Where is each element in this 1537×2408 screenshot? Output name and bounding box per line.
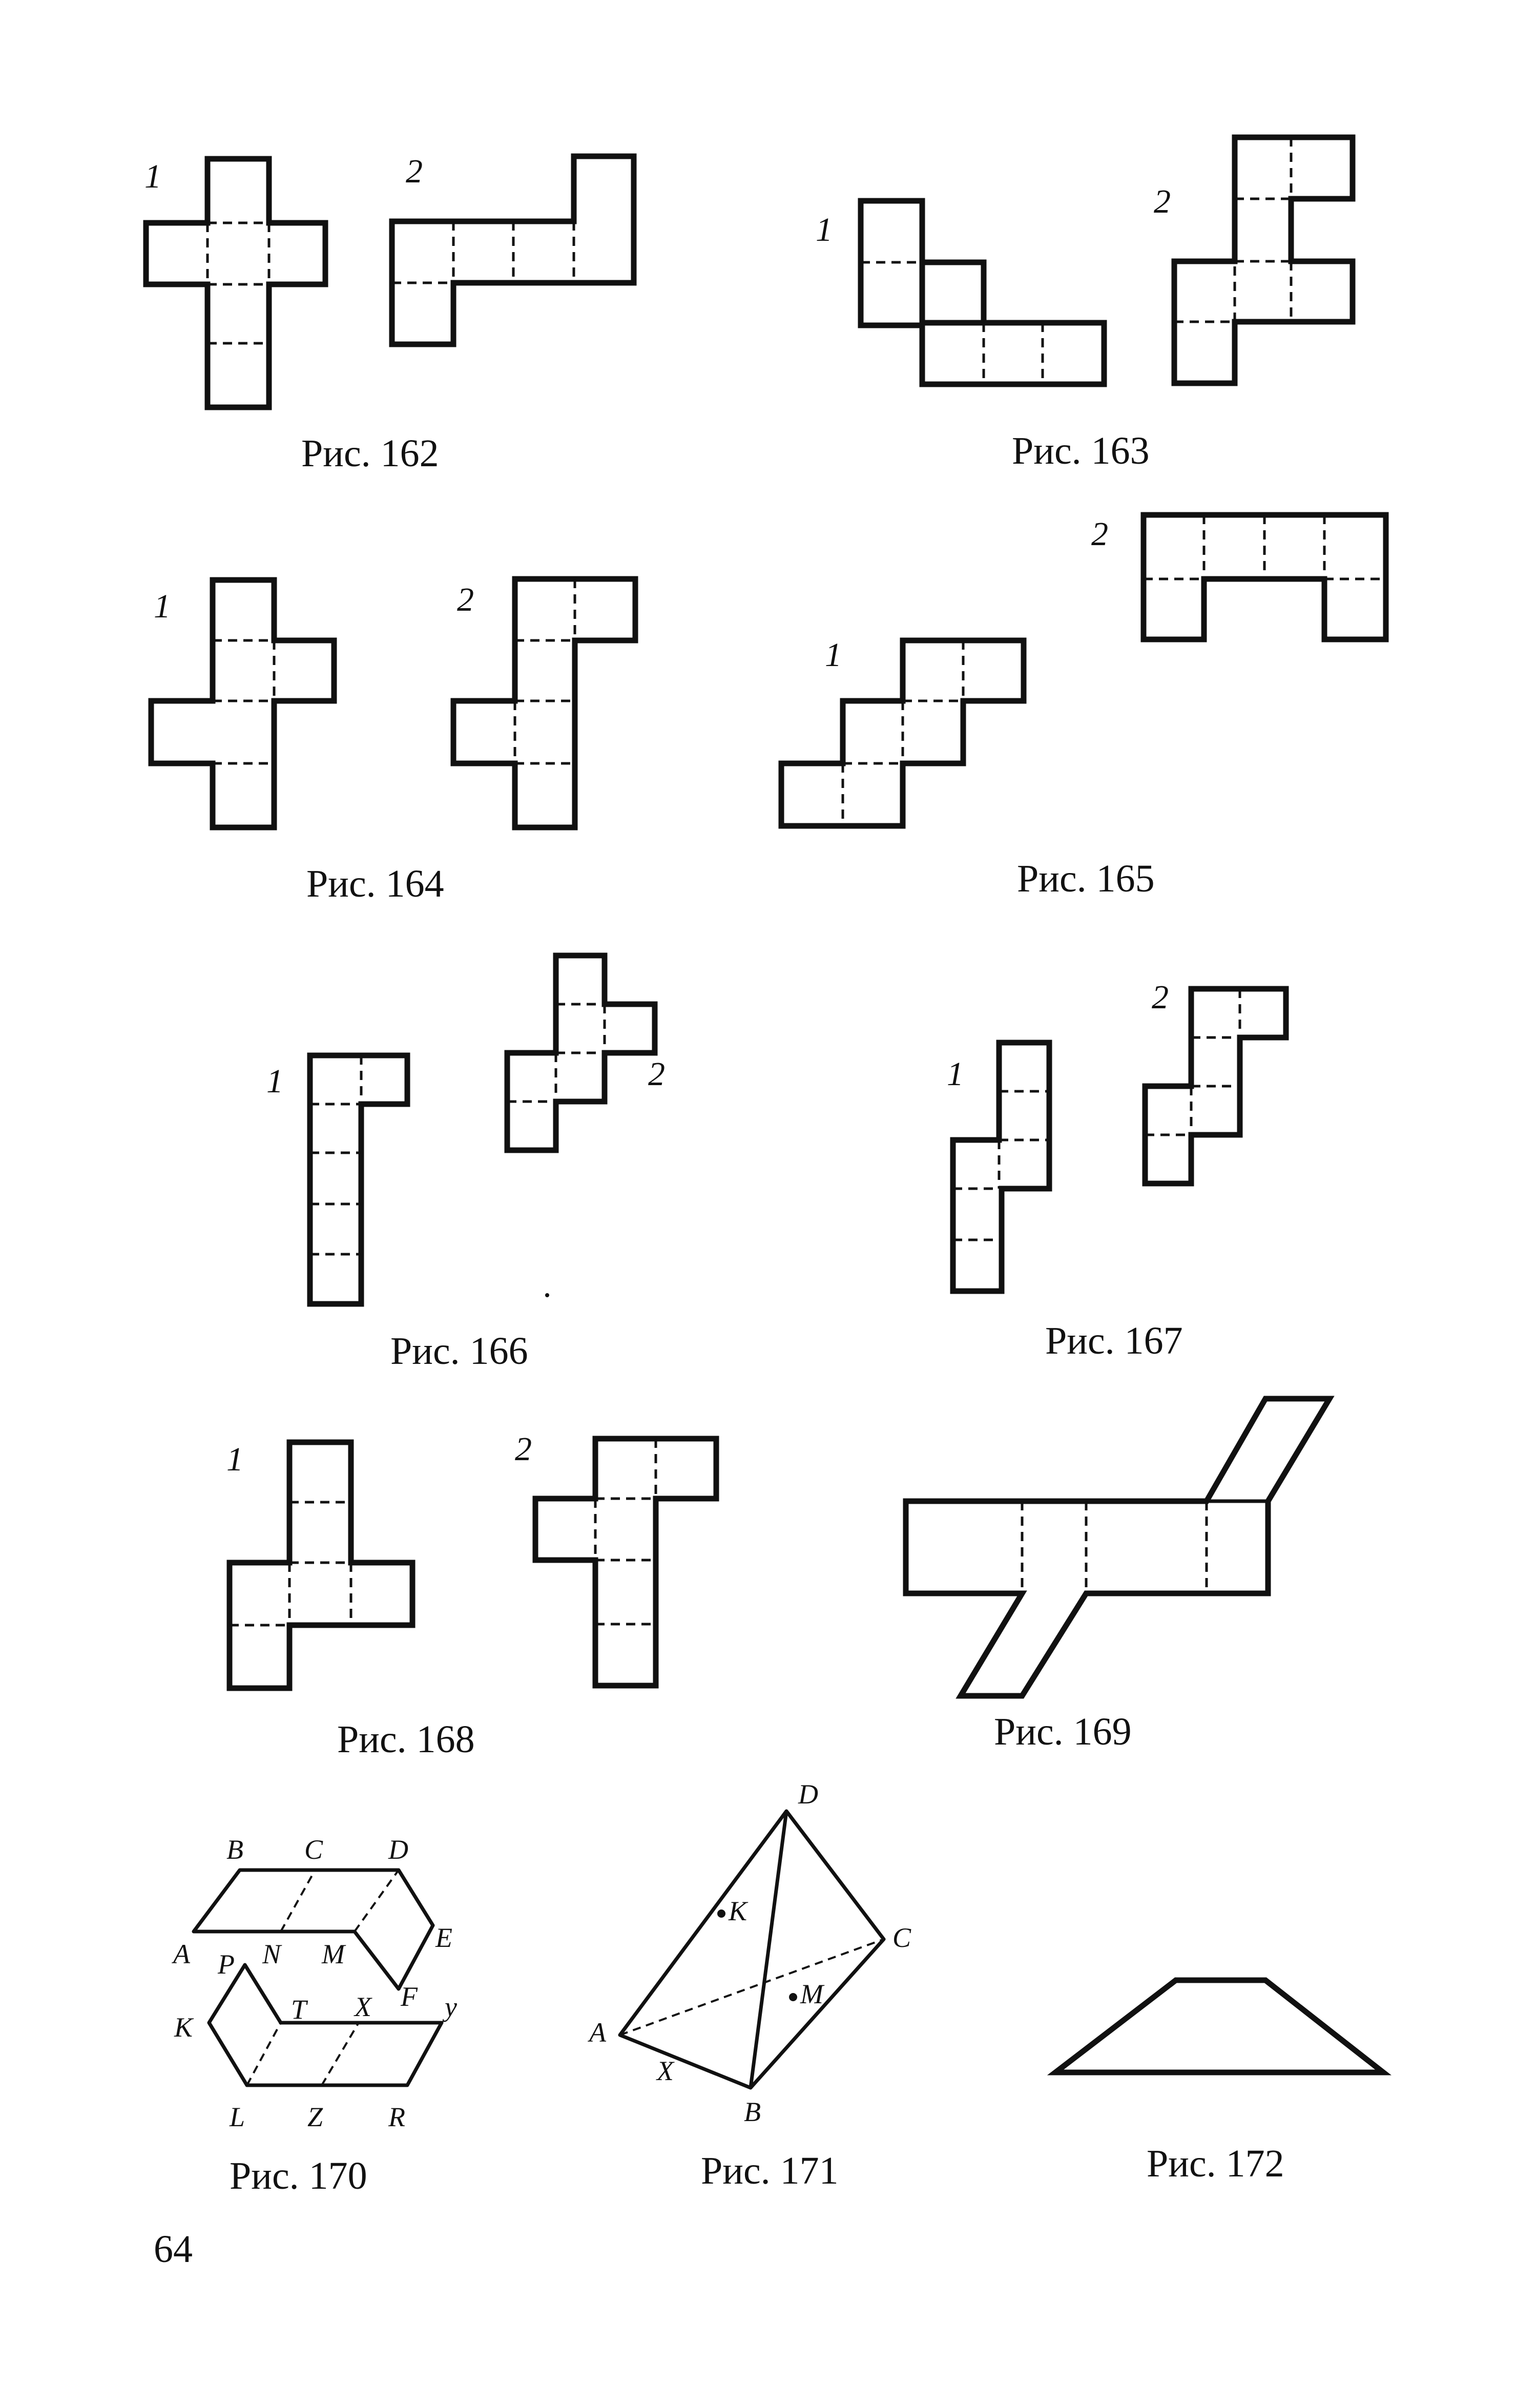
fig167-caption: Рис. 167 [1045,1319,1183,1362]
fig168-label-1: 1 [226,1441,243,1478]
fig171-point-K-dot [717,1909,725,1918]
fig163-net-1 [861,201,1104,384]
fig165-net-2 [1144,515,1386,639]
fig169-prism-net [906,1399,1330,1696]
fig164-caption: Рис. 164 [306,862,444,905]
fig168-caption: Рис. 168 [337,1718,475,1761]
fig164-net-2 [453,579,635,827]
fig172-trapezoid [1055,1980,1383,2072]
figure-164 [151,579,635,905]
fig171-point-B: B [744,2096,761,2127]
fig163-label-1: 1 [816,211,833,248]
fig167-net-2 [1145,989,1286,1184]
fig170-point-Y: y [445,1991,457,2022]
fig168-label-2: 2 [515,1430,532,1468]
fig169-caption: Рис. 169 [994,1710,1132,1753]
fig170-point-L: L [230,2102,245,2132]
fig163-label-2: 2 [1154,183,1171,220]
figure-165 [781,515,1386,900]
fig171-point-D: D [798,1779,818,1810]
fig170-point-T: T [291,1994,307,2025]
fig168-net-2 [535,1439,716,1686]
fig170-point-K: K [174,2012,193,2043]
fig165-label-2: 2 [1091,515,1108,553]
fig165-label-1: 1 [825,636,842,674]
fig163-net-2 [1174,137,1353,383]
fig168-net-1 [230,1442,412,1688]
figure-170 [172,1834,457,2197]
fig171-point-M-dot [789,1993,797,2001]
fig170-point-B: B [226,1834,243,1865]
fig170-point-R: R [388,2102,405,2132]
fig162-label-1: 1 [144,158,161,195]
figure-166 [266,956,665,1373]
fig163-caption: Рис. 163 [1012,429,1150,472]
fig162-net-1 [146,159,325,407]
fig167-label-1: 1 [947,1055,964,1093]
fig166-caption: Рис. 166 [390,1330,528,1373]
fig167-net-1 [953,1043,1049,1291]
fig171-point-C: C [892,1922,911,1953]
fig171-point-A: A [589,2017,606,2048]
fig166-net-2 [507,956,655,1150]
fig170-point-N: N [262,1939,281,1969]
fig170-point-M: M [322,1939,345,1969]
fig170-point-D: D [388,1834,408,1865]
fig164-label-1: 1 [154,588,171,625]
figure-172 [1055,1980,1383,2185]
page-number: 64 [154,2228,193,2271]
stray-dot [545,1293,549,1297]
fig165-caption: Рис. 165 [1017,857,1155,900]
fig166-label-1: 1 [266,1063,283,1100]
fig170-point-Z: Z [307,2102,323,2132]
fig171-point-X: X [657,2056,674,2086]
fig167-label-2: 2 [1152,979,1169,1016]
fig162-net-2 [392,156,634,344]
fig170-point-P: P [218,1949,235,1980]
fig166-label-2: 2 [648,1055,665,1093]
fig166-net-1 [310,1055,407,1304]
figure-169 [906,1399,1330,1753]
figure-167 [947,979,1286,1362]
fig162-label-2: 2 [406,153,423,190]
figure-168 [226,1430,716,1761]
fig170-point-F: F [401,1981,418,2012]
fig164-label-2: 2 [457,581,474,618]
fig162-caption: Рис. 162 [301,432,439,475]
fig170-point-E: E [435,1922,452,1953]
figure-162 [144,153,634,475]
fig171-caption: Рис. 171 [701,2149,839,2192]
fig165-net-1 [781,640,1024,826]
fig171-point-K: K [729,1896,747,1926]
fig170-point-A: A [173,1939,190,1969]
figure-163 [816,137,1353,472]
fig171-point-M: M [800,1979,823,2009]
fig170-point-C: C [304,1834,323,1865]
fig170-caption: Рис. 170 [230,2154,367,2197]
fig172-caption: Рис. 172 [1147,2142,1284,2185]
figure-171 [588,1779,911,2192]
fig170-point-X: X [355,1991,371,2022]
fig164-net-1 [151,580,334,827]
fig171-tetrahedron [620,1811,884,2088]
